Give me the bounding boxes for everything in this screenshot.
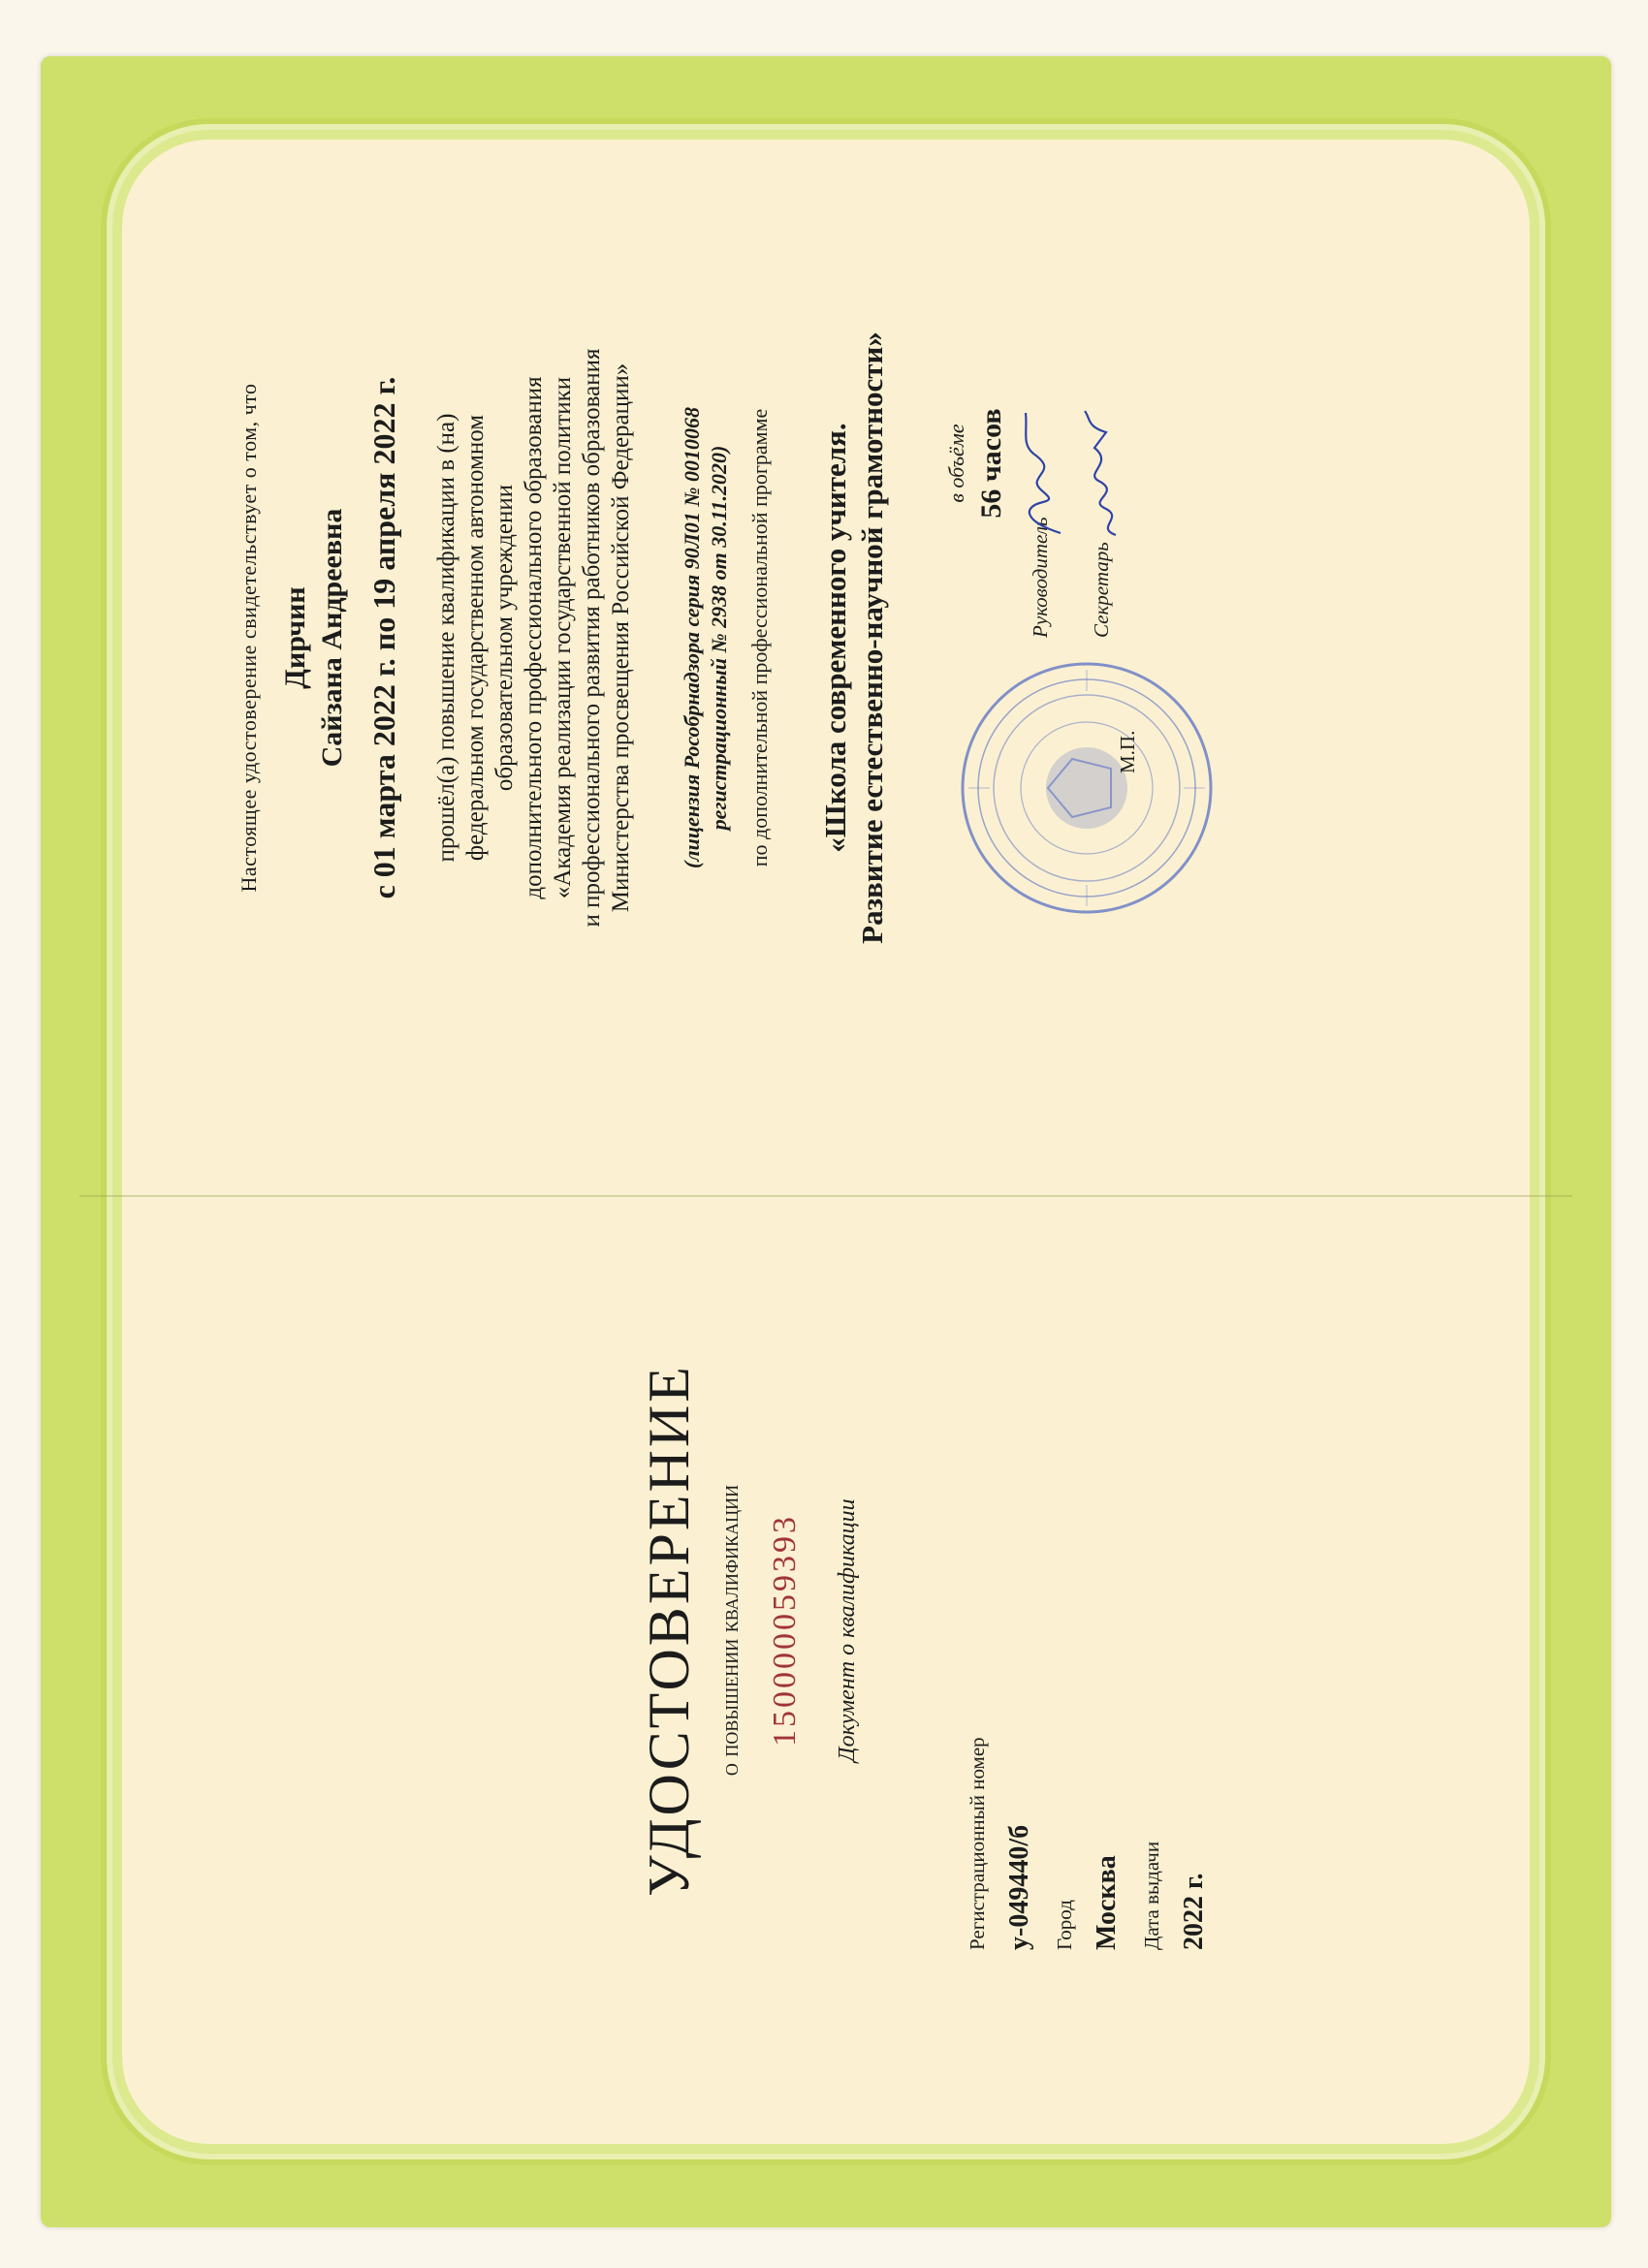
license-line: регистрационный № 2938 от 30.11.2020) bbox=[707, 445, 731, 831]
volume-label: в объёме bbox=[944, 424, 968, 503]
institution-line: федеральном государственном автономном bbox=[462, 414, 489, 862]
registration-number-value: у-049440/б bbox=[1004, 1824, 1034, 1950]
city-label: Город bbox=[1053, 1900, 1076, 1950]
secretary-signature-label: Секретарь bbox=[1090, 542, 1113, 638]
head-signature bbox=[1014, 405, 1072, 541]
holder-given-names: Сайзана Андреевна bbox=[316, 508, 348, 768]
left-page bbox=[122, 1142, 1530, 2144]
document-title: УДОСТОВЕРЕНИЕ bbox=[637, 1364, 701, 1897]
course-title-line: «Школа современного учителя. bbox=[818, 423, 852, 853]
intro-text: Настоящее удостоверение свидетельствует о том, что bbox=[237, 383, 261, 893]
seal-place-label: М.П. bbox=[1116, 730, 1139, 773]
program-label: по дополнительной профессиональной программе bbox=[747, 408, 772, 867]
document-type: Документ о квалификации bbox=[835, 1498, 860, 1762]
secretary-signature bbox=[1077, 405, 1135, 541]
institution-line: Министерства просвещения Российской Федерации» bbox=[608, 362, 634, 913]
passed-text: прошёл(а) повышение квалификации в (на) bbox=[433, 413, 460, 863]
document-subtitle: о повышении квалификации bbox=[715, 1484, 744, 1777]
issue-date-value: 2022 г. bbox=[1179, 1873, 1209, 1950]
volume-value: 56 часов bbox=[975, 408, 1007, 519]
issue-date-label: Дата выдачи bbox=[1140, 1841, 1163, 1950]
license-line: (лицензия Рособрнадзора серия 90Л01 № 0010068 bbox=[680, 407, 704, 869]
training-period: с 01 марта 2022 г. по 19 апреля 2022 г. bbox=[366, 376, 401, 899]
registration-number-label: Регистрационный номер bbox=[966, 1737, 989, 1950]
holder-surname: Дирчин bbox=[279, 586, 311, 689]
course-title-line: Развитие естественно-научной грамотности» bbox=[855, 331, 889, 944]
institution-line: «Академия реализации государственной политики bbox=[550, 376, 576, 899]
head-signature-label: Руководитель bbox=[1029, 517, 1052, 638]
serial-number: 150000059393 bbox=[767, 1514, 803, 1747]
certificate-content bbox=[122, 140, 1530, 2144]
official-seal-stamp bbox=[956, 657, 1218, 919]
institution-line: образовательном учреждении bbox=[491, 484, 518, 792]
right-page bbox=[122, 140, 1530, 1142]
institution-line: и профессионального развития работников образования bbox=[579, 348, 605, 928]
institution-line: дополнительного профессионального образования bbox=[521, 376, 547, 899]
city-value: Москва bbox=[1092, 1855, 1122, 1950]
